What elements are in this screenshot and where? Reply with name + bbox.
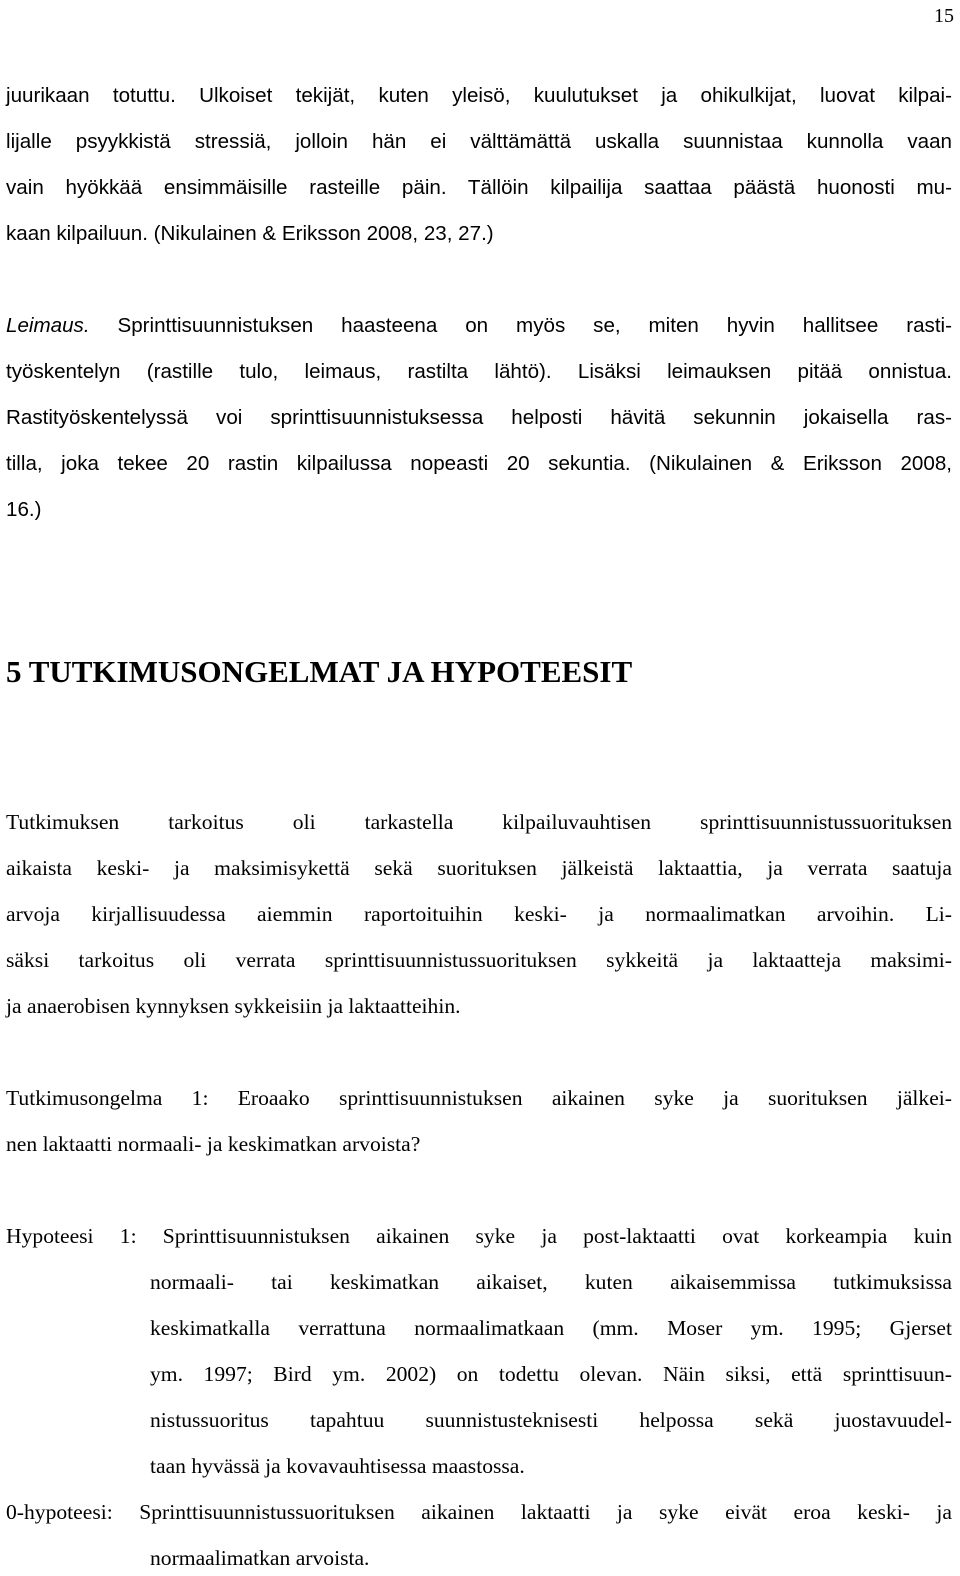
paragraph-2-first-text: Sprinttisuunnistuksen haasteena on myös se, miten hyvin hallitsee rasti- [89, 314, 952, 337]
paragraph-3-line: Tutkimuksen tarkoitus oli tarkastella kilpailuvauhtisen sprinttisuunnistussuorituksen [6, 810, 952, 834]
null-hypothesis-line [6, 1500, 952, 1524]
paragraph-2-line: tilla, joka tekee 20 rastin kilpailussa nopeasti 20 sekuntia. (Nikulainen & Eriksson 2008, [6, 452, 952, 475]
paragraph-3-line: säksi tarkoitus oli verrata sprinttisuunnistussuorituksen sykkeitä ja laktaatteja maksimi- [6, 948, 952, 972]
paragraph-1-line: vain hyökkää ensimmäisille rasteille päin. Tällöin kilpailija saattaa päästä huonosti mu- [6, 176, 952, 199]
paragraph-1-line: kaan kilpailuun. (Nikulainen & Eriksson 2008, 23, 27.) [6, 222, 494, 245]
page-number: 15 [934, 5, 954, 27]
hypothesis-1-first-text: Sprinttisuunnistuksen aikainen syke ja post-laktaatti ovat korkeampia kuin [136, 1224, 952, 1248]
section-heading: 5 TUTKIMUSONGELMAT JA HYPOTEESIT [6, 654, 633, 689]
paragraph-2-line: työskentelyn (rastille tulo, leimaus, rastilta lähtö). Lisäksi leimauksen pitää onnistua. [6, 360, 952, 383]
paragraph-2-line [6, 314, 952, 338]
hypothesis-1-line: ym. 1997; Bird ym. 2002) on todettu olevan. Näin siksi, että sprinttisuun- [150, 1362, 952, 1386]
paragraph-3-line: aikaista keski- ja maksimisykettä sekä suorituksen jälkeistä laktaattia, ja verrata saatuja [6, 856, 952, 880]
null-hypothesis-first-text: Sprinttisuunnistussuorituksen aikainen laktaatti ja syke eivät eroa keski- ja [112, 1500, 952, 1524]
hypothesis-1-line: nistussuoritus tapahtuu suunnistusteknisesti helpossa sekä juostavuudel- [150, 1408, 952, 1432]
paragraph-2-line: 16.) [6, 498, 42, 521]
paragraph-3-line: ja anaerobisen kynnyksen sykkeisiin ja laktaatteihin. [6, 994, 461, 1018]
hypothesis-1-line [6, 1224, 952, 1248]
research-problem-line: Tutkimusongelma 1: Eroaako sprinttisuunnistuksen aikainen syke ja suorituksen jälkei- [6, 1086, 952, 1110]
paragraph-2-line: Rastityöskentelyssä voi sprinttisuunnistuksessa helposti hävitä sekunnin jokaisella ras- [6, 406, 952, 429]
paragraph-3-line: arvoja kirjallisuudessa aiemmin raportoituihin keski- ja normaalimatkan arvoihin. Li- [6, 902, 952, 926]
paragraph-1-line: lijalle psyykkistä stressiä, jolloin hän ei välttämättä uskalla suunnistaa kunnolla vaan [6, 130, 952, 153]
null-hypothesis-label: 0-hypoteesi: [6, 1500, 113, 1524]
leimaus-lead: Leimaus. [6, 314, 90, 337]
hypothesis-1-line: taan hyvässä ja kovavauhtisessa maastossa. [150, 1454, 525, 1478]
paragraph-1-line: juurikaan totuttu. Ulkoiset tekijät, kuten yleisö, kuulutukset ja ohikulkijat, luovat kilpai- [6, 84, 952, 107]
null-hypothesis-line: normaalimatkan arvoista. [150, 1546, 370, 1570]
hypothesis-1-label: Hypoteesi 1: [6, 1224, 137, 1248]
research-problem-line: nen laktaatti normaali- ja keskimatkan arvoista? [6, 1132, 421, 1156]
hypothesis-1-line: keskimatkalla verrattuna normaalimatkaan (mm. Moser ym. 1995; Gjerset [150, 1316, 952, 1340]
hypothesis-1-line: normaali- tai keskimatkan aikaiset, kuten aikaisemmissa tutkimuksissa [150, 1270, 952, 1294]
